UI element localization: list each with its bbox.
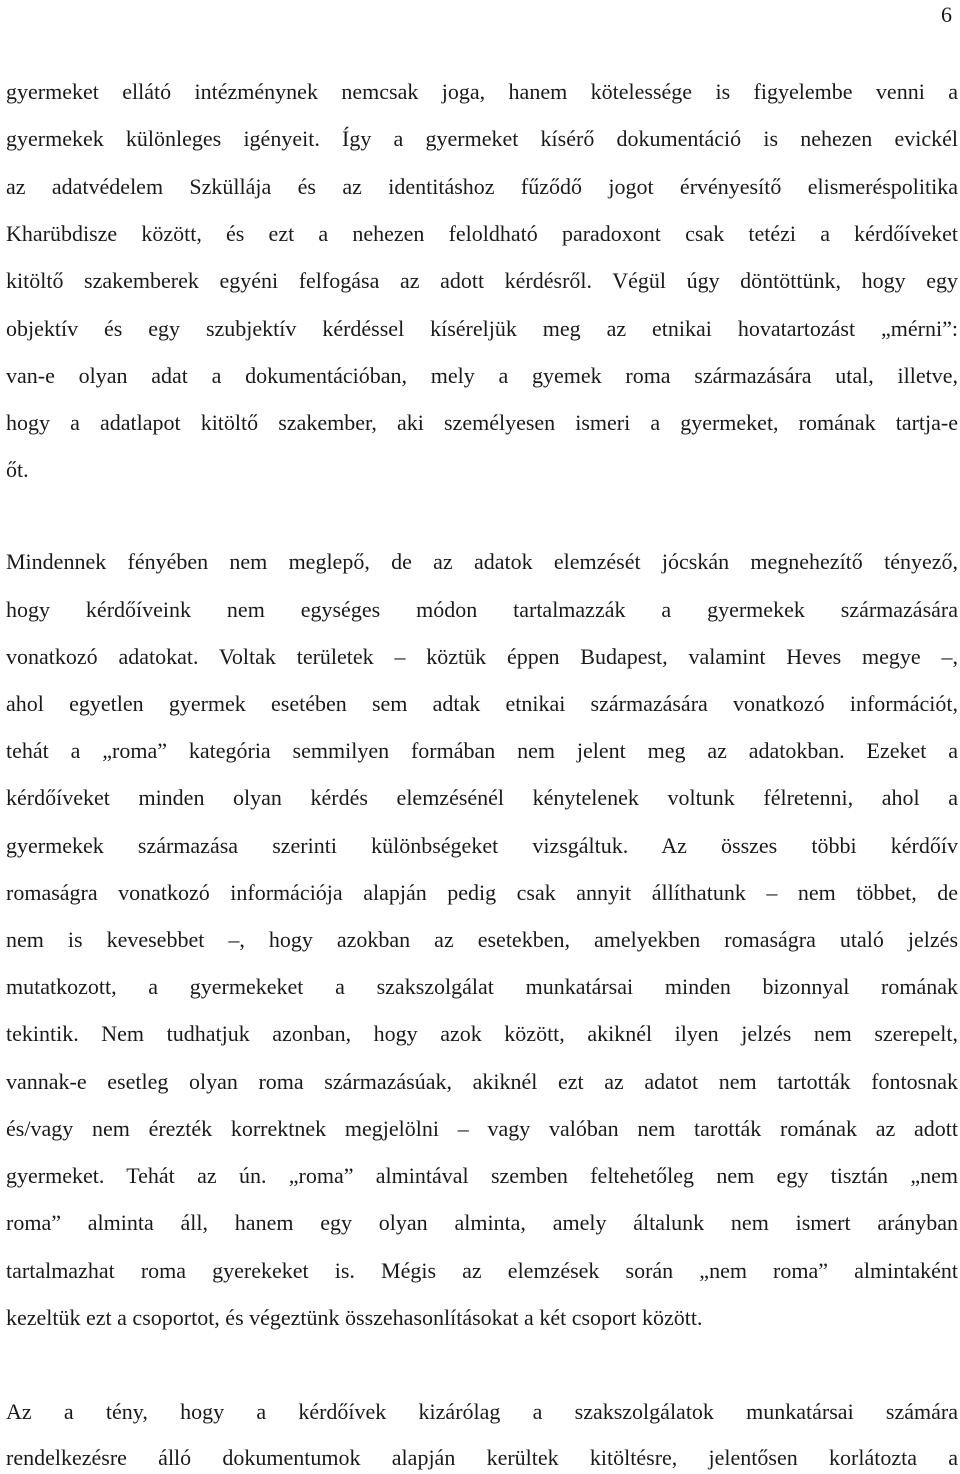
text-line: Mindennek fényében nem meglepő, de az adatok elemzését jócskán megnehezítő tényező, <box>6 549 958 574</box>
text-line: tehát a „roma” kategória semmilyen formában nem jelent meg az adatokban. Ezeket a <box>6 738 958 763</box>
text-line: roma” alminta áll, hanem egy olyan alminta, amely általunk nem ismert arányban <box>6 1210 958 1235</box>
text-line: kezeltük ezt a csoportot, és végeztünk összehasonlításokat a két csoport között. <box>6 1305 703 1330</box>
text-line: gyermeket ellátó intézménynek nemcsak joga, hanem kötelessége is figyelembe venni a <box>6 79 958 104</box>
text-line: Kharübdisze között, és ezt a nehezen feloldható paradoxont csak tetézi a kérdőíveket <box>6 221 958 246</box>
text-line: ahol egyetlen gyermek esetében sem adtak etnikai származására vonatkozó információt, <box>6 691 958 716</box>
text-line: nem is kevesebbet –, hogy azokban az esetekben, amelyekben romaságra utaló jelzés <box>6 927 958 952</box>
text-line: vonatkozó adatokat. Voltak területek – köztük éppen Budapest, valamint Heves megye –, <box>6 644 958 669</box>
text-line: tartalmazhat roma gyerekeket is. Mégis az elemzések során „nem roma” almintaként <box>6 1258 958 1283</box>
text-line: kérdőíveket minden olyan kérdés elemzésénél kénytelenek voltunk félretenni, ahol a <box>6 785 958 810</box>
text-line: és/vagy nem érezték korrektnek megjelölni – vagy valóban nem tarották romának az adott <box>6 1116 958 1141</box>
text-line: hogy kérdőíveink nem egységes módon tartalmazzák a gyermekek származására <box>6 597 958 622</box>
text-line: gyermeket. Tehát az ún. „roma” almintával szemben feltehetőleg nem egy tisztán „nem <box>6 1163 958 1188</box>
text-line: az adatvédelem Szküllája és az identitáshoz fűződő jogot érvényesítő elismeréspolitika <box>6 174 958 199</box>
text-line: tekintik. Nem tudhatjuk azonban, hogy azok között, akiknél ilyen jelzés nem szerepelt, <box>6 1021 958 1046</box>
text-line: vannak-e esetleg olyan roma származásúak, akiknél ezt az adatot nem tartották fontosnak <box>6 1069 958 1094</box>
text-line: objektív és egy szubjektív kérdéssel kíséreljük meg az etnikai hovatartozást „mérni”: <box>6 316 958 341</box>
text-line: romaságra vonatkozó információja alapján pedig csak annyit állíthatunk – nem többet, de <box>6 880 958 905</box>
text-line: rendelkezésre álló dokumentumok alapján kerültek kitöltésre, jelentősen korlátozta a <box>6 1445 958 1470</box>
text-line: őt. <box>6 457 29 482</box>
text-line: gyermekek különleges igényeit. Így a gyermeket kísérő dokumentáció is nehezen evickél <box>6 126 958 151</box>
text-line: van-e olyan adat a dokumentációban, mely a gyemek roma származására utal, illetve, <box>6 363 958 388</box>
text-line: gyermekek származása szerinti különbségeket vizsgáltuk. Az összes többi kérdőív <box>6 833 958 858</box>
text-line: mutatkozott, a gyermekeket a szakszolgálat munkatársai minden bizonnyal romának <box>6 974 958 999</box>
text-line: kitöltő szakemberek egyéni felfogása az adott kérdésről. Végül úgy döntöttünk, hogy egy <box>6 268 958 293</box>
text-line: Az a tény, hogy a kérdőívek kizárólag a szakszolgálatok munkatársai számára <box>6 1399 958 1424</box>
page-number: 6 <box>941 2 952 27</box>
text-line: hogy a adatlapot kitöltő szakember, aki személyesen ismeri a gyermeket, romának tartja-e <box>6 410 958 435</box>
